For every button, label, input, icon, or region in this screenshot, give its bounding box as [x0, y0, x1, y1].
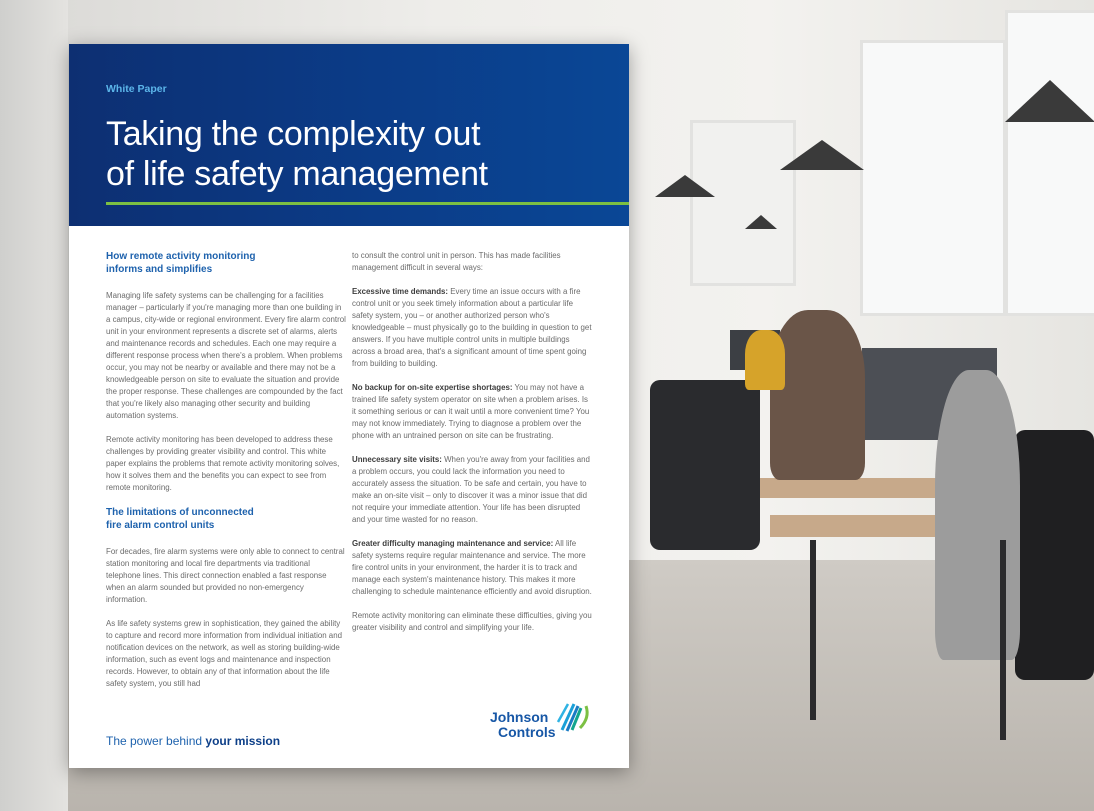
list-item [352, 454, 594, 526]
paragraph: to consult the control unit in person. This has made facilities management difficult in several ways: [352, 251, 561, 272]
item-text: You may not have a trained life safety system operator on site when a problem arises. Is it something serious or can it wait until a more convenient time? You may not know immediately. Trying to diagnose a problem over the phone with an untrained person on site can be frustrating. [352, 383, 590, 440]
paragraph: Remote activity monitoring has been developed to address these challenges by providing greater visibility and control. This white paper explains the problems that remote activity monitoring solves, how it solves them and the benefits you can expect to see from remote monitoring. [106, 435, 340, 492]
section-heading-limitations: The limitations of unconnected fire alarm control units [106, 507, 254, 531]
list-item [352, 538, 594, 598]
paragraph: For decades, fire alarm systems were only able to connect to central station monitoring and local fire departments via traditional telephone lines. This direct connection enabled a fast response when an alarm sounded but provided no non-emergency information. [106, 547, 345, 604]
logo-line-1: Johnson [490, 709, 549, 725]
section-heading-remote-monitoring: How remote activity monitoring informs and simplifies [106, 251, 256, 275]
johnson-controls-logo [490, 700, 600, 750]
logo-wave-icon [556, 700, 592, 734]
paragraph: Managing life safety systems can be challenging for a facilities manager – particularly if you're managing more than one building in a campus, city-wide or regional environment. Every fire alarm control unit in your environment represents a discrete set of alarms, alerts and maintenance records and schedules. Each one may require a different response process when there's a problem. When problems occur, you may not be nearby or available and there may not be a knowledgeable person on site to evaluate the situation and provide the proper response. These challenges are compounded by the fact that you're likely also managing other security and building automation systems. [106, 291, 346, 420]
accent-divider [106, 202, 629, 205]
tagline-bold: your mission [205, 734, 281, 748]
document-type-label: White Paper [106, 83, 167, 95]
item-lead: No backup for on-site expertise shortages: [352, 383, 513, 392]
white-paper-page [69, 44, 629, 768]
paragraph: Remote activity monitoring can eliminate these difficulties, giving you greater visibility and control and simplifying your life. [352, 611, 592, 632]
item-lead: Unnecessary site visits: [352, 455, 442, 464]
title-line-1: Taking the complexity out [106, 115, 481, 153]
logo-wordmark [490, 710, 556, 740]
right-column [352, 250, 594, 646]
list-item [352, 382, 594, 442]
document-title [106, 114, 488, 194]
tagline-prefix: The power behind [106, 734, 206, 748]
item-text: All life safety systems require regular maintenance and service. The more fire control units in your environment, the harder it is to track and manage each system's maintenance history. This makes it more challenging to schedule maintenance efficiently and avoid disruption. [352, 539, 592, 596]
item-text: When you're away from your facilities and a problem occurs, you could lack the information you need to accurately assess the situation. To be safe and certain, you have to make an on-site visit – only to discover it was a minor issue that did not require your immediate attention. Your life has been disrupted and your time wasted for no reason. [352, 455, 590, 524]
item-lead: Greater difficulty managing maintenance and service: [352, 539, 554, 548]
item-text: Every time an issue occurs with a fire control unit or you seek timely information about a particular life safety system, you – or another authorized person who's knowledgeable – must physically go to the building in question to get answers. If you have multiple control units in multiple buildings across a broad area, that's a significant amount of time spent going from building to building. [352, 287, 592, 368]
item-lead: Excessive time demands: [352, 287, 449, 296]
paragraph: As life safety systems grew in sophistication, they gained the ability to capture and record more information from individual initiation and notification devices on the network, as well as storing building-wide information, such as event logs and maintenance and inspection records. However, to obtain any of that information about the life safety system, you still had [106, 619, 342, 688]
document-header [69, 44, 629, 226]
tagline [106, 734, 280, 748]
list-item [352, 286, 594, 370]
logo-line-2: Controls [498, 724, 556, 740]
title-line-2: of life safety management [106, 155, 488, 193]
left-column [106, 250, 346, 702]
